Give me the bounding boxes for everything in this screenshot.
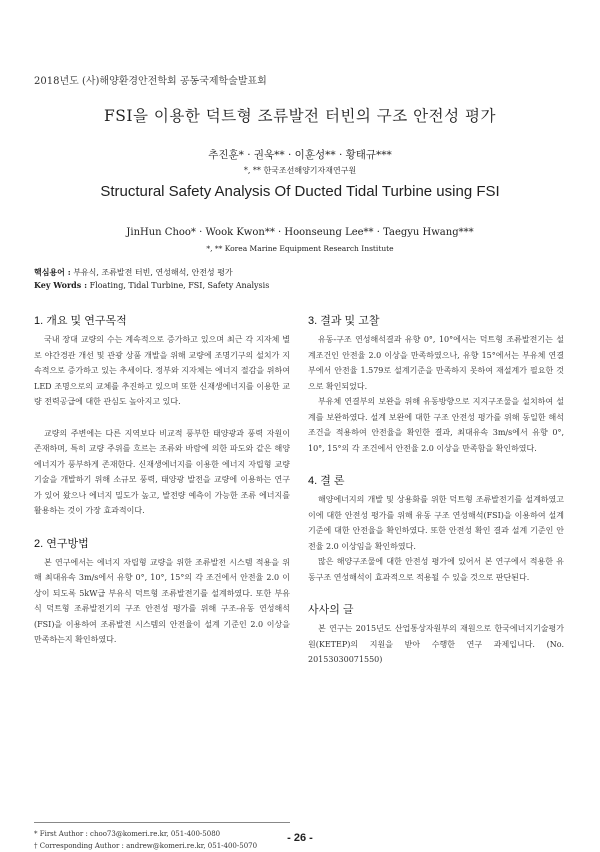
section-1-heading: 1. 개요 및 연구목적 xyxy=(34,315,127,327)
affiliation-korean: *, ** 한국조선해양기자재연구원 xyxy=(243,166,357,175)
footnote-divider xyxy=(34,822,290,823)
section-2-paragraph-1: 본 연구에서는 에너지 자립형 교량을 위한 조류발전 시스템 적용을 위해 최대유속 3m/s에서 유향 0°, 10°, 15°의 각 조건에서 안전율 2.0 이상이 되도록 5kW급 부유식 덕트형 조류발전기를 설계하였다. 또한 부유식 덕트형 조류발전기의 구조 안전성 평가를 위해 구조-유동 연성해석(FSI)을 이용하여 조류발전 시스템의 안전율이 설계 기준인 2.0 이상을 만족하는지 확인하였다. xyxy=(34,557,290,644)
conference-header: 2018년도 (사)해양환경안전학회 공동국제학술발표회 xyxy=(34,76,267,87)
title-korean: FSI을 이용한 덕트형 조류발전 터빈의 구조 안전성 평가 xyxy=(104,107,496,125)
acknowledgement-heading: 사사의 글 xyxy=(308,604,354,616)
title-english: Structural Safety Analysis Of Ducted Tidal Turbine using FSI xyxy=(100,183,500,200)
section-4-heading: 4. 결 론 xyxy=(308,475,345,487)
left-column xyxy=(34,312,290,648)
section-1-paragraph-2: 교량의 주변에는 다른 지역보다 비교적 풍부한 태양광과 풍력 자원이 존재하며, 특히 교량 주위를 흐르는 조류와 바람에 의한 파도와 같은 해양에너지가 풍부하게 존재한다. 신재생에너지를 이용한 에너지 자립형 교량 기술을 개발하기 위해 소규모 풍력, 태양광 발전을 교량에 이용하는 연구가 있어 왔으나 에너지 밀도가 높고, 발전량 예측이 가능한 조류 에너지를 활용하는 것이 가장 효과적이다. xyxy=(34,428,290,515)
keywords-ko: 부유식, 조류발전 터빈, 연성해석, 안전성 평가 xyxy=(73,268,233,277)
keywords-en: Floating, Tidal Turbine, FSI, Safety Analysis xyxy=(89,281,270,290)
authors-english: JinHun Choo* · Wook Kwon** · Hoonseung Lee** · Taegyu Hwang*** xyxy=(126,227,474,238)
authors-korean: 추진훈* · 권욱** · 이훈성** · 황태규*** xyxy=(208,149,392,161)
keywords-en-label: Key Words : xyxy=(34,280,88,290)
section-1-paragraph-1: 국내 장대 교량의 수는 계속적으로 증가하고 있으며 최근 각 지자체 별로 야간경관 개선 및 관광 상품 개발을 위해 교량에 조명기구의 설치가 지속적으로 증가하고 있는 추세이다. 정부와 지자체는 에너지 절감을 위하여 LED 조명으로의 교체를 추진하고 있으며 또한 신재생에너지를 이용한 교량 전력공급에 대한 관심도 높아지고 있다. xyxy=(34,335,290,406)
keywords-en-line xyxy=(34,279,269,292)
section-2-heading: 2. 연구방법 xyxy=(34,537,89,550)
section-3-paragraph-2: 부유체 연결부의 보완을 위해 유동방향으로 지지구조물을 설치하여 설계를 보완하였다. 설계 보완에 대한 구조 안전성 평가를 위해 동일한 해석조건을 적용하여 안전율을 확인한 결과, 최대유속 3m/s에서 유향 0°, 10°, 15°의 각 조건에서 안전율 2.0 이상을 만족함을 확인하였다. xyxy=(308,397,564,453)
keywords-block xyxy=(34,266,269,292)
footnote-first-author: * First Author : choo73@komeri.re.kr, 051-400-5080 xyxy=(34,830,221,838)
section-4-paragraph-1: 해양에너지의 개발 및 상용화를 위한 덕트형 조류발전기를 설계하였고 이에 대한 안전성 평가를 위해 유동 구조 연성해석(FSI)을 이용하여 설계 기준에 대한 안전율을 확인하였다. 또한 안전성 확인 결과 설계 기준인 안전율 2.0 이상임을 확인하였다. xyxy=(308,495,564,551)
keywords-ko-line xyxy=(34,266,269,279)
page-number: - 26 - xyxy=(287,832,313,844)
acknowledgement-paragraph: 본 연구는 2015년도 산업통상자원부의 재원으로 한국에너지기술평가원(KETEP)의 지원을 받아 수행한 연구 과제입니다. (No. 20153030071550) xyxy=(308,624,564,664)
section-3-heading: 3. 결과 및 고찰 xyxy=(308,315,380,327)
footnote-corresponding-author: † Corresponding Author : andrew@komeri.re.kr, 051-400-5070 xyxy=(34,842,258,850)
section-4-paragraph-2: 많은 해양구조물에 대한 안전성 평가에 있어서 본 연구에서 적용한 유동구조 연성해석이 효과적으로 적용될 수 있을 것으로 판단된다. xyxy=(308,557,564,582)
keywords-ko-label: 핵심용어 : xyxy=(34,267,71,277)
affiliation-english: *, ** Korea Marine Equipment Research Institute xyxy=(206,244,394,253)
section-3-paragraph-1: 유동-구조 연성해석결과 유향 0°, 10°에서는 덕트형 조류발전기는 설계조건인 안전율 2.0 이상을 만족하였으나, 유향 15°에서는 부유체 연결부에서 안전율 1.579로 설계기준을 만족하지 못하여 재설계가 필요한 것으로 확인되었다. xyxy=(308,335,564,391)
right-column xyxy=(308,312,564,668)
